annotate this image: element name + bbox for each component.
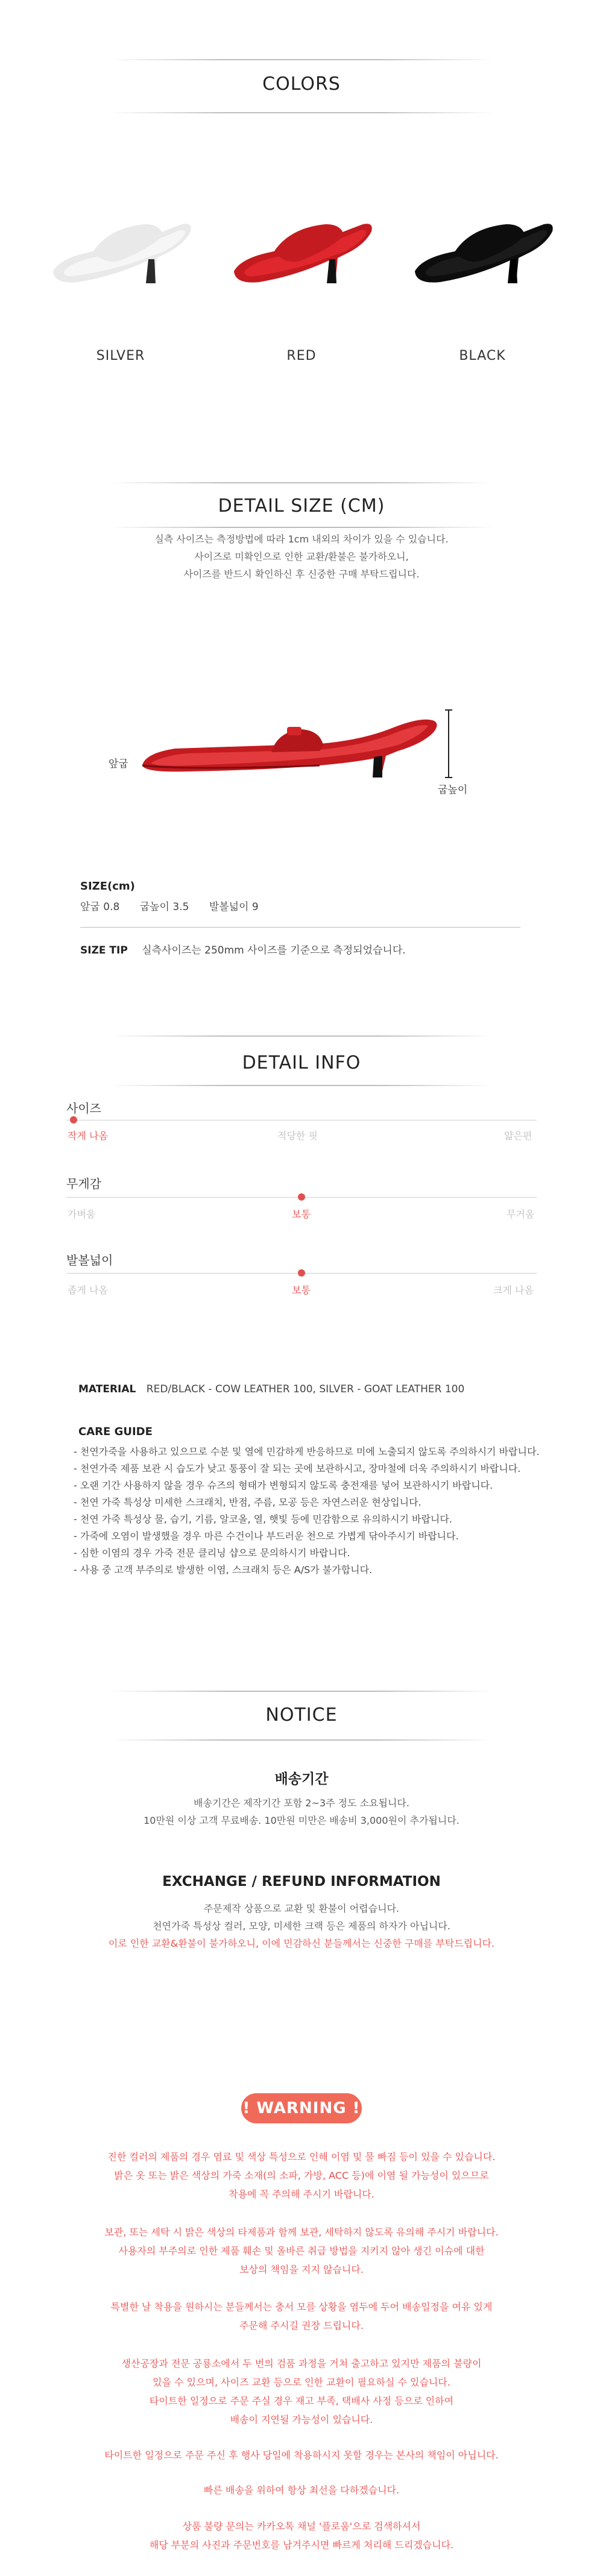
color-name-black: BLACK <box>459 348 506 363</box>
scale-label-size: 사이즈 <box>66 1101 101 1116</box>
care-item: - 가죽에 오염이 발생했을 경우 마른 수건이나 부드러운 천으로 가볍게 닦아주시기 바랍니다. <box>74 1530 459 1542</box>
warning-line: 진한 컬러의 제품의 경우 염료 및 색상 특성으로 인해 이염 및 물 빠짐 등이 있을 수 있습니다. <box>107 2151 496 2163</box>
colors-title: COLORS <box>262 74 341 95</box>
warning-line: 밝은 옷 또는 밝은 색상의 가죽 소재(의 소파, 가방, ACC 등)에 이염 될 가능성이 있으므로 <box>114 2170 489 2181</box>
warning-line: 착용에 꼭 주의해 주시기 바랍니다. <box>229 2188 374 2200</box>
shoe-black-image <box>404 181 561 301</box>
warning-line: 보상의 책임을 지지 않습니다. <box>239 2264 364 2275</box>
scale-option: 좁게 나옴 <box>68 1284 108 1296</box>
warning-line: 사용자의 부주의로 인한 제품 훼손 및 올바른 취급 방법을 지키지 않아 생긴 이슈에 대한 <box>118 2245 485 2257</box>
scale-label-weight: 무게감 <box>66 1176 101 1191</box>
size-value-heel: 굽높이 3.5 <box>139 901 189 913</box>
shoe-red-image <box>223 181 380 301</box>
warning-paragraph <box>0 2517 603 2554</box>
exchange-title: EXCHANGE / REFUND INFORMATION <box>162 1874 441 1890</box>
exchange-info <box>0 1900 603 1935</box>
scale-option: 얇은편 <box>504 1130 532 1142</box>
divider <box>80 927 520 928</box>
scale-option: 적당한 핏 <box>277 1130 318 1142</box>
divider <box>109 59 494 60</box>
front-heel-label: 앞굽 <box>109 758 128 770</box>
care-item: - 천연 가죽 특성상 물, 습기, 기름, 알코올, 열, 햇빛 등에 민감함으로 유의하시기 바랍니다. <box>74 1513 452 1525</box>
warning-badge: ! WARNING ! <box>241 2093 362 2123</box>
size-value-width: 발볼넓이 9 <box>209 901 259 913</box>
warning-line: 빠른 배송을 위하여 항상 최선을 다하겠습니다. <box>203 2484 400 2496</box>
warning-line: 타이트한 일정으로 주문 주신 후 행사 당일에 착용하시지 못할 경우는 본사의 책임이 아닙니다. <box>104 2449 499 2461</box>
warning-line: 특별한 날 착용을 원하시는 분들께서는 충서 모를 상황을 염두에 두어 배송일정을 여유 있게 <box>110 2301 493 2313</box>
care-item: - 사용 중 고객 부주의로 발생한 이염, 스크래치 등은 A/S가 불가합니다. <box>74 1564 373 1575</box>
material-info <box>78 1383 464 1395</box>
warning-line: 주문해 주시길 권장 드립니다. <box>239 2320 364 2331</box>
size-notes <box>0 530 603 583</box>
scale-marker-width <box>298 1269 305 1277</box>
warning-line: 배송이 지연될 가능성이 있습니다. <box>230 2414 373 2425</box>
material-label: MATERIAL <box>78 1383 136 1395</box>
care-item: - 천연가죽을 사용하고 있으므로 수분 및 열에 민감하게 반응하므로 미에 노출되지 않도록 주의하시기 바랍니다. <box>74 1446 540 1457</box>
care-guide-title: CARE GUIDE <box>78 1425 153 1438</box>
size-tip-label: SIZE TIP <box>80 944 128 957</box>
notice-title: NOTICE <box>265 1704 338 1726</box>
size-value-front: 앞굽 0.8 <box>80 901 120 913</box>
warning-line: 있을 수 있으며, 사이즈 교환 등으로 인한 교환이 필요하실 수 있습니다. <box>153 2377 450 2388</box>
shoe-side-view-image <box>139 693 476 790</box>
warning-paragraph <box>0 2223 603 2279</box>
size-note-line: 실측 사이즈는 측정방법에 따라 1cm 내외의 차이가 있을 수 있습니다. <box>154 533 449 545</box>
scale-option: 보통 <box>292 1208 311 1220</box>
size-tip-text: 실측사이즈는 250mm 사이즈를 기준으로 측정되었습니다. <box>142 944 406 957</box>
scale-label-width: 발볼넓이 <box>66 1253 113 1268</box>
scale-marker-size <box>70 1116 77 1123</box>
delivery-line: 10만원 이상 고객 무료배송. 10만원 미만은 배송비 3,000원이 추가됩니다. <box>144 1815 459 1826</box>
shoe-silver-illustration <box>53 224 191 283</box>
exchange-line: 주문제작 상품으로 교환 및 환불이 어렵습니다. <box>203 1903 400 1914</box>
color-name-red: RED <box>286 348 317 363</box>
heel-height-label: 굽높이 <box>438 784 468 796</box>
delivery-line: 배송기간은 제작기간 포함 2~3주 정도 소요됩니다. <box>194 1797 409 1809</box>
size-block-title: SIZE(cm) <box>80 880 135 893</box>
scale-option: 무거움 <box>507 1208 535 1220</box>
warning-paragraph <box>0 2446 603 2464</box>
shoe-silver-image <box>42 181 199 301</box>
warning-paragraph <box>0 2147 603 2204</box>
divider <box>109 1739 494 1741</box>
size-note-line: 사이즈를 반드시 확인하신 후 신중한 구매 부탁드립니다. <box>183 568 420 580</box>
care-item: - 천연가죽 제품 보관 시 습도가 낮고 통풍이 잘 되는 곳에 보관하시고, 장마철에 더욱 주의하시기 바랍니다. <box>74 1463 521 1474</box>
divider <box>109 1035 494 1037</box>
divider <box>109 1085 494 1086</box>
divider <box>109 482 494 483</box>
divider <box>109 1691 494 1692</box>
material-text: RED/BLACK - COW LEATHER 100, SILVER - GOAT LEATHER 100 <box>146 1383 465 1395</box>
warning-paragraph <box>0 2481 603 2499</box>
size-values <box>80 898 276 913</box>
detail-info-title: DETAIL INFO <box>242 1052 361 1073</box>
color-name-silver: SILVER <box>96 348 145 363</box>
warning-line: 해당 부분의 사진과 주문번호를 남겨주시면 빠르게 처리해 드리겠습니다. <box>149 2539 454 2551</box>
warning-paragraph <box>0 2298 603 2335</box>
care-item: - 오랜 기간 사용하지 않을 경우 슈즈의 형태가 변형되지 않도록 충전재를 넣어 보관하시기 바랍니다. <box>74 1480 493 1491</box>
divider <box>109 527 494 528</box>
delivery-title: 배송기간 <box>274 1771 329 1787</box>
divider <box>109 112 494 113</box>
scale-option: 보통 <box>292 1284 311 1296</box>
warning-line: 타이트한 일정으로 주문 주실 경우 재고 부족, 택배사 사정 등으로 인하여 <box>149 2395 454 2407</box>
care-guide-list <box>74 1444 540 1579</box>
scale-marker-weight <box>298 1193 305 1201</box>
exchange-warning: 이로 인한 교환&환불이 불가하오니, 이에 민감하신 분들께서는 신중한 구매를 부탁드립니다. <box>108 1938 495 1949</box>
warning-line: 생산공장과 전문 공룡소에서 두 번의 검품 과정을 거쳐 출고하고 있지만 제품의 불량이 <box>121 2358 482 2369</box>
size-note-line: 사이즈로 미확인으로 인한 교환/환불은 불가하오니, <box>194 551 409 562</box>
exchange-line: 천연가죽 특성상 컬러, 모양, 미세한 크랙 등은 제품의 하자가 아닙니다. <box>153 1920 450 1932</box>
warning-paragraph <box>0 2354 603 2429</box>
care-item: - 심한 이염의 경우 가죽 전문 클리닝 샵으로 문의하시기 바랍니다. <box>74 1547 350 1559</box>
warning-line: 상품 불량 문의는 카카오톡 채널 '플로움'으로 검색하셔서 <box>182 2521 421 2532</box>
detail-size-title: DETAIL SIZE (CM) <box>218 495 385 517</box>
scale-option: 가벼움 <box>68 1208 96 1220</box>
size-tip <box>80 941 406 957</box>
delivery-info <box>0 1794 603 1829</box>
care-item: - 천연 가죽 특성상 미세한 스크래치, 반점, 주름, 모공 등은 자연스러운 현상입니다. <box>74 1497 421 1508</box>
scale-option: 크게 나옴 <box>493 1284 534 1296</box>
warning-line: 보관, 또는 세탁 시 밝은 색상의 타제품과 함께 보관, 세탁하지 않도록 유의해 주시기 바랍니다. <box>104 2226 499 2238</box>
scale-option: 작게 나옴 <box>68 1130 108 1142</box>
